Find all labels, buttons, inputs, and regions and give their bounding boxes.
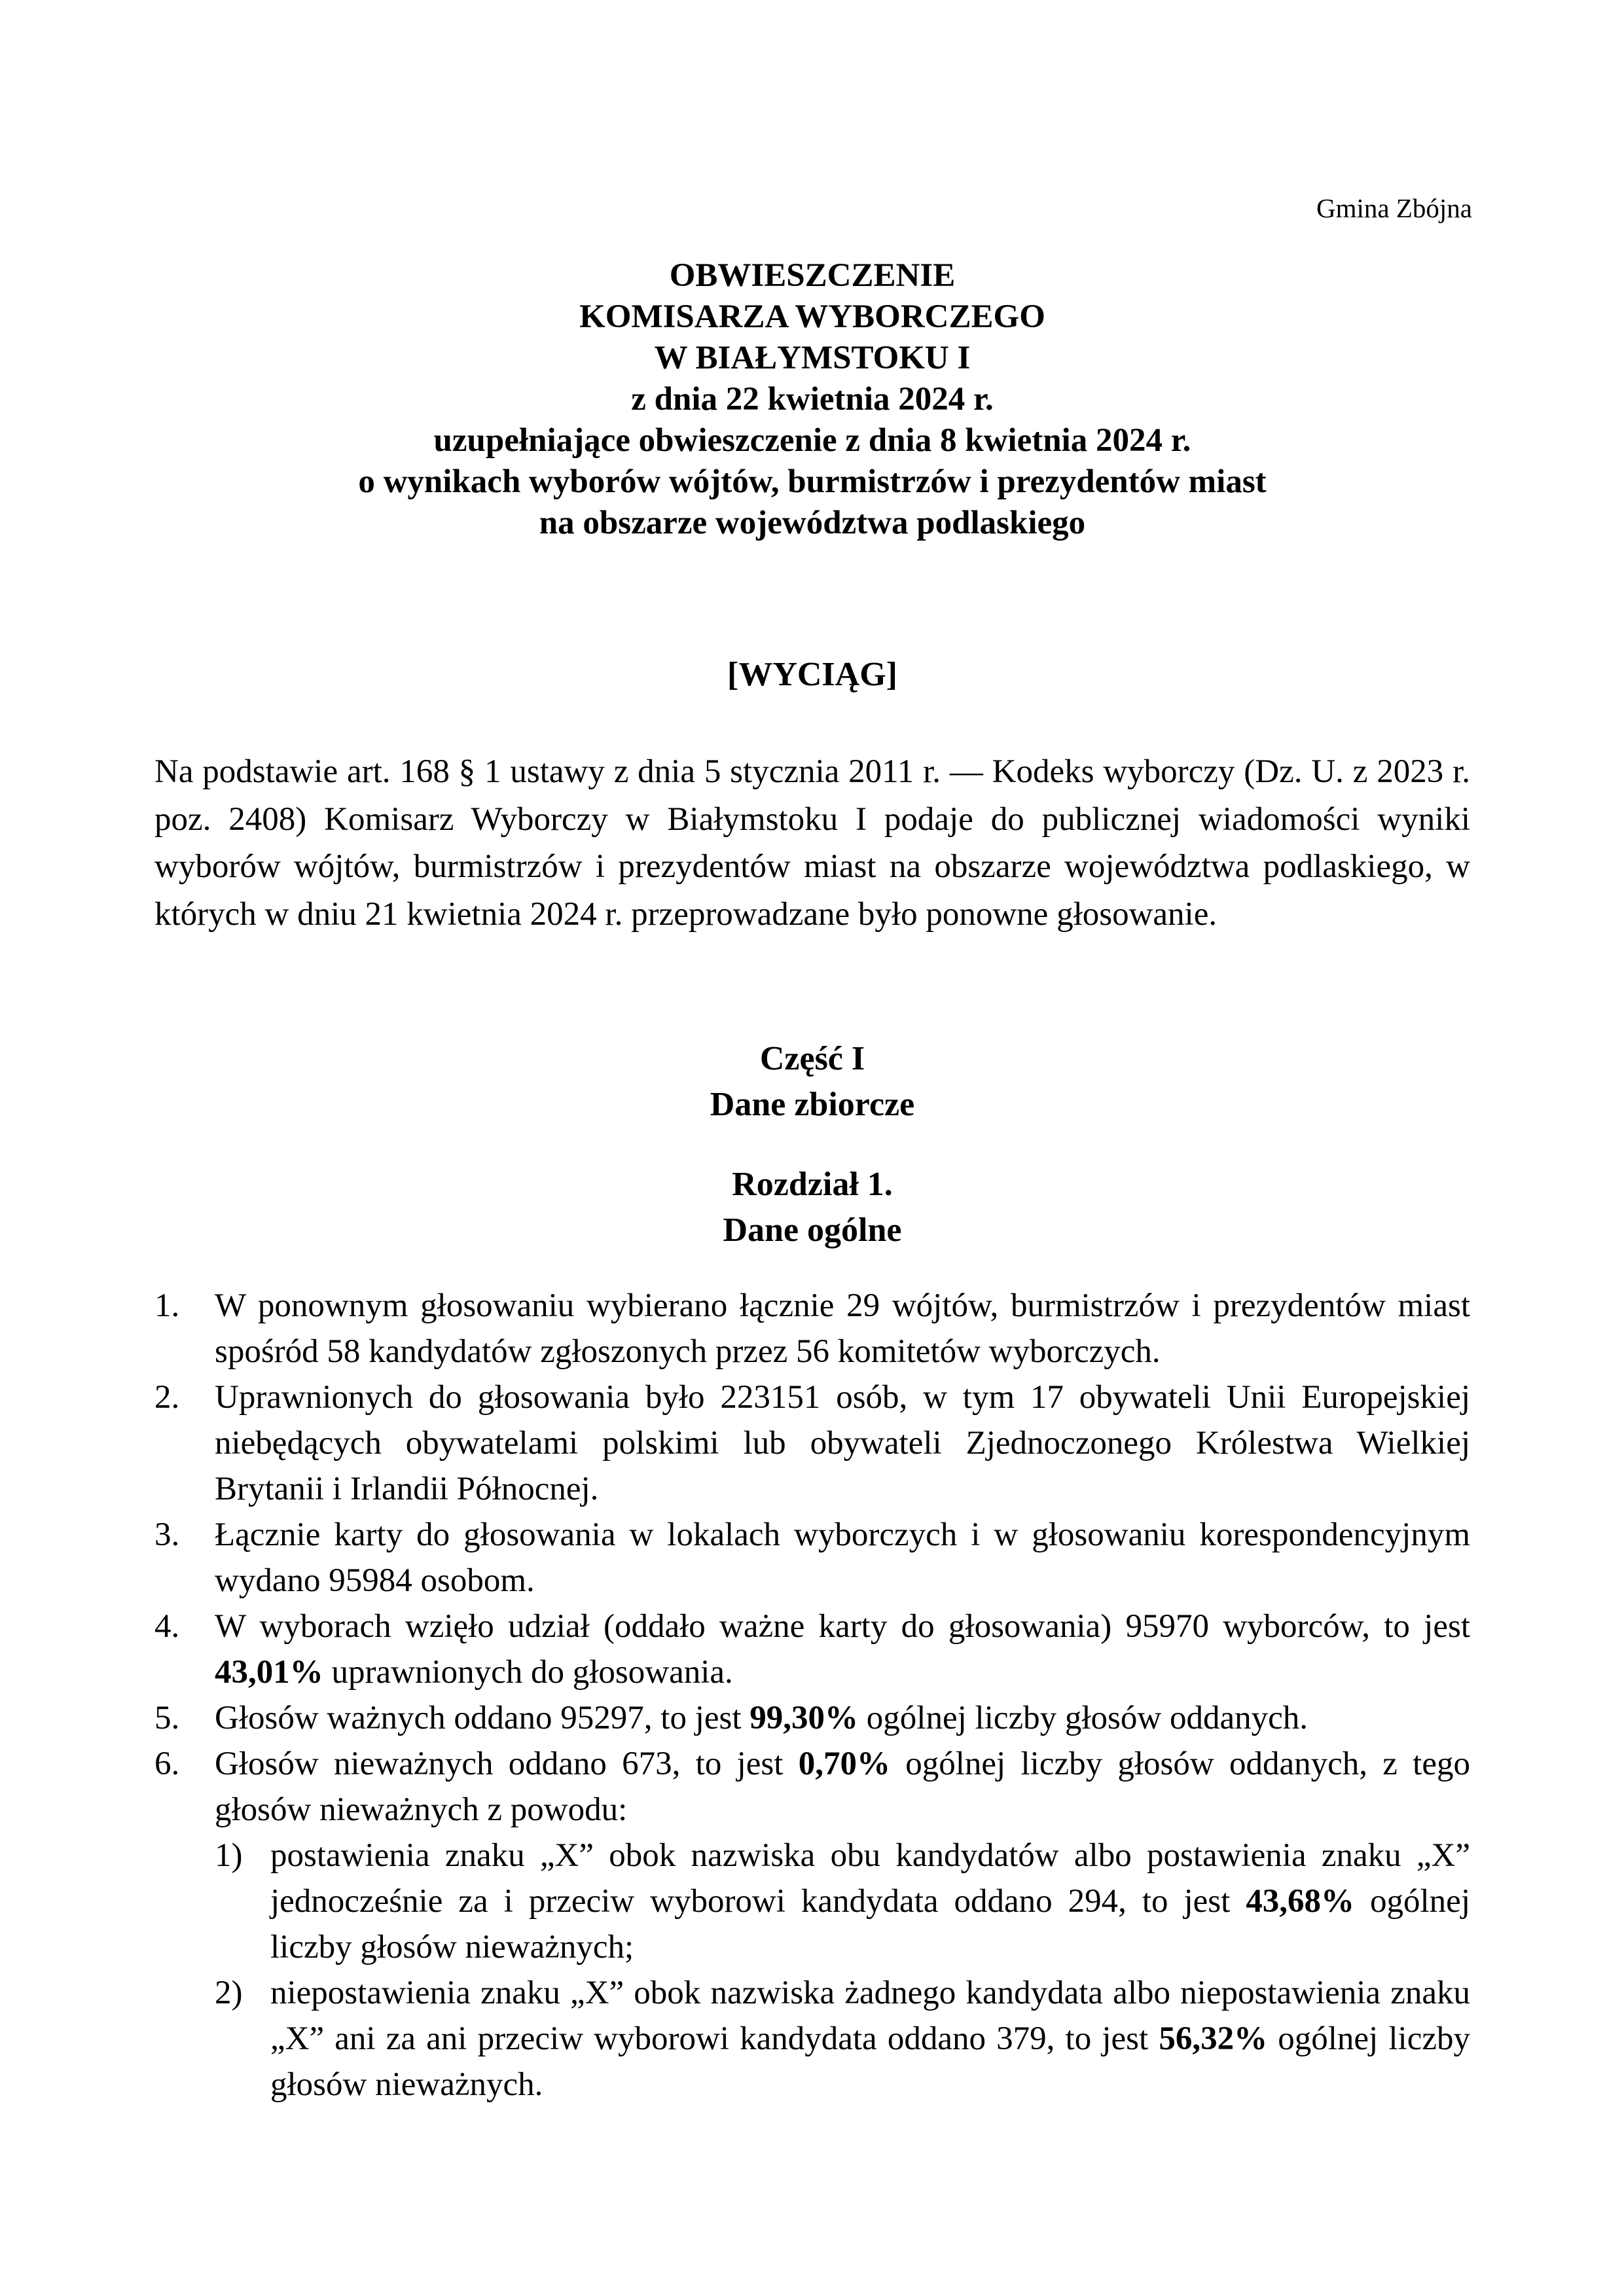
item-text: Uprawnionych do głosowania było 223151 osób, w tym 17 obywateli Unii Europejskiej niebędących obywatelami polskimi lub obywateli Zjednoczonego Królestwa Wielkiej Brytanii i Irlandii Północnej. [215,1379,1470,1507]
title-line: KOMISARZA WYBORCZEGO [579,298,1045,335]
list-item [154,1741,1470,2108]
invalid-reason-percent: 43,68% [1246,1883,1355,1920]
excerpt-label: [WYCIĄG] [727,656,897,693]
item-text: Głosów ważnych oddano 95297, to jest [215,1700,750,1736]
intro-paragraph: Na podstawie art. 168 § 1 ustawy z dnia 5 stycznia 2011 r. — Kodeks wyborczy (Dz. U. z 2023 r. poz. 2408) Komisarz Wyborczy w Białymstoku I podaje do publicznej wiadomości wyniki wyborów wójtów, burmistrzów i prezydentów miast na obszarze województwa podlaskiego, w których w dniu 21 kwietnia 2024 r. przeprowadzane było ponowne głosowanie. [154,753,1470,933]
data-list [154,1283,1470,2108]
item-text: W ponownym głosowaniu wybierano łącznie 29 wójtów, burmistrzów i prezydentów miast spośród 58 kandydatów zgłoszonych przez 56 komitetów wyborczych. [215,1287,1470,1370]
item-text: ogólnej liczby głosów oddanych, z tego głosów nieważnych z powodu: [215,1746,1470,1828]
list-item [154,1604,1470,1695]
turnout-percent: 43,01% [215,1654,323,1691]
sub-item-number: 2) [215,1975,243,2011]
chapter-label: Rozdział 1. [732,1166,893,1203]
sub-list-item [215,1970,1470,2108]
valid-votes-percent: 99,30% [749,1700,859,1736]
item-text: ogólnej liczby głosów oddanych. [858,1700,1308,1736]
municipality-label: Gmina Zbójna [1316,193,1472,223]
title-line: o wynikach wyborów wójtów, burmistrzów i prezydentów miast [358,463,1267,500]
sub-item-text: niepostawienia znaku „X” obok nazwiska żadnego kandydata albo niepostawienia znaku „X” ani za ani przeciw wyborowi kandydata oddano 379, to jest [270,1975,1470,2057]
item-text: Łącznie karty do głosowania w lokalach wyborczych i w głosowaniu korespondencyjnym wydano 95984 osobom. [215,1516,1470,1599]
title-line: W BIAŁYMSTOKU I [654,340,971,376]
chapter-heading [154,1162,1470,1253]
title-line: na obszarze województwa podlaskiego [539,505,1086,541]
document-title [154,255,1470,544]
item-number: 1. [154,1287,180,1324]
part-heading [154,1036,1470,1128]
title-line: uzupełniające obwieszczenie z dnia 8 kwietnia 2024 r. [433,422,1191,459]
list-item [154,1374,1470,1512]
list-item [154,1512,1470,1604]
item-number: 2. [154,1379,180,1416]
item-number: 4. [154,1608,180,1645]
item-text: uprawnionych do głosowania. [323,1654,733,1691]
invalid-reason-percent: 56,32% [1159,2020,1268,2057]
chapter-title: Dane ogólne [723,1211,902,1249]
sub-item-text: ogólnej liczby głosów nieważnych; [270,1883,1470,1965]
sub-list [215,1833,1470,2108]
part-title: Dane zbiorcze [710,1086,915,1123]
sub-item-text: postawienia znaku „X” obok nazwiska obu kandydatów albo postawienia znaku „X” jednocześnie za i przeciw wyborowi kandydata oddano 294, to jest [270,1837,1470,1920]
title-line: z dnia 22 kwietnia 2024 r. [631,381,994,418]
invalid-votes-percent: 0,70% [798,1746,890,1782]
item-text: W wyborach wzięło udział (oddało ważne karty do głosowania) 95970 wyborców, to jest [215,1608,1470,1645]
item-text: Głosów nieważnych oddano 673, to jest [215,1746,799,1782]
title-line: OBWIESZCZENIE [669,257,956,294]
list-item [154,1695,1470,1741]
item-number: 6. [154,1746,180,1782]
item-number: 3. [154,1516,180,1553]
list-item [154,1283,1470,1374]
sub-list-item [215,1833,1470,1970]
item-number: 5. [154,1700,180,1736]
sub-item-text: ogólnej liczby głosów nieważnych. [270,2020,1470,2103]
sub-item-number: 1) [215,1837,243,1874]
part-label: Część I [759,1040,865,1077]
